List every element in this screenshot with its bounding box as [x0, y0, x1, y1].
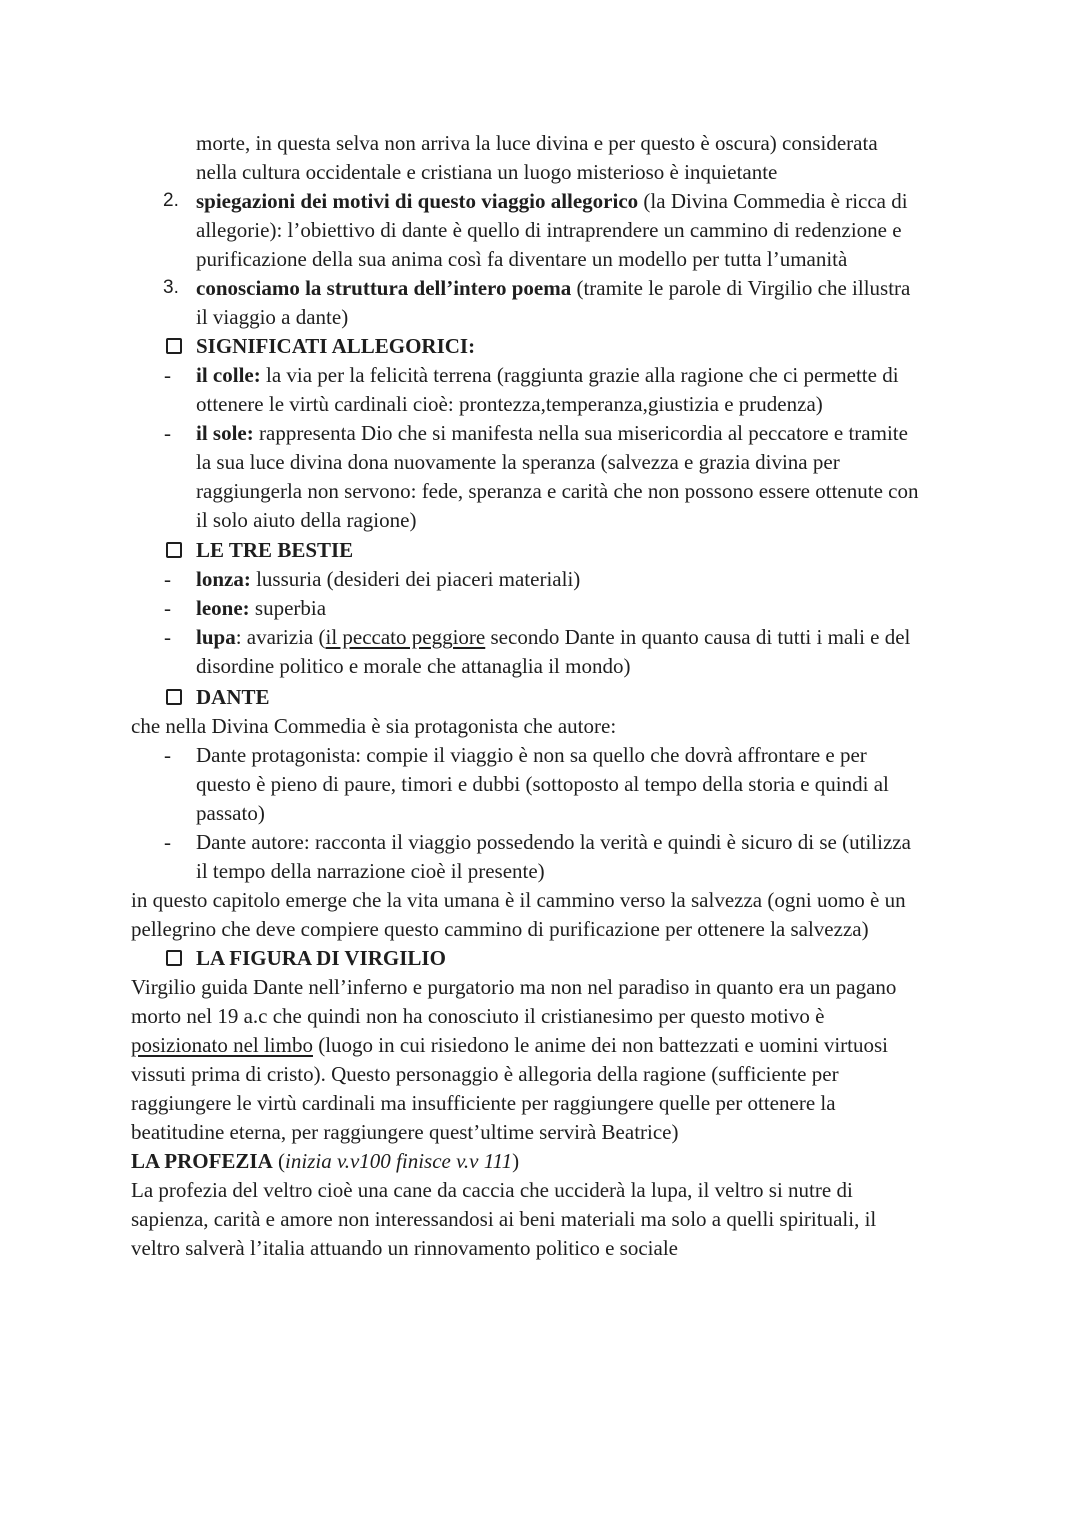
dash-bullet: -	[164, 743, 171, 767]
numbered-item-line	[196, 274, 910, 303]
section-heading	[196, 536, 353, 565]
bullet-line	[196, 361, 899, 390]
section-heading	[196, 332, 475, 361]
item-text: (	[272, 1149, 286, 1173]
underlined-text: il peccato peggiore	[325, 625, 486, 649]
italic-note: inizia v.v100 finisce v.v 111	[285, 1149, 513, 1173]
bullet-line: la sua luce divina dona nuovamente la speranza (salvezza e grazia divina per	[196, 450, 840, 474]
bold-term: conosciamo la struttura dell’intero poema	[196, 276, 572, 300]
numbered-item-line: il viaggio a dante)	[196, 305, 349, 329]
heading-text: SIGNIFICATI ALLEGORICI:	[196, 334, 476, 358]
paragraph-line: morto nel 19 a.c che quindi non ha conosciuto il cristianesimo per questo motivo è	[131, 1004, 825, 1028]
bullet-line: passato)	[196, 801, 265, 825]
item-text: la via per la felicità terrena (raggiunta grazie alla ragione che ci permette di	[260, 363, 899, 387]
bold-term: leone:	[196, 596, 250, 620]
section-heading	[196, 944, 446, 973]
item-text: )	[512, 1149, 520, 1173]
item-text: (luogo in cui risiedono le anime dei non battezzati e uomini virtuosi	[312, 1033, 889, 1057]
bold-term: spiegazioni dei motivi di questo viaggio allegorico	[196, 189, 639, 213]
item-text: lussuria (desideri dei piaceri materiali)	[250, 567, 581, 591]
numbered-item-line: allegorie): l’obiettivo di dante è quello di intraprendere un cammino di redenzione e	[196, 218, 902, 242]
heading-text: LE TRE BESTIE	[196, 538, 354, 562]
item-text: (la Divina Commedia è ricca di	[638, 189, 908, 213]
checkbox-icon[interactable]	[166, 689, 182, 705]
paragraph-line: Virgilio guida Dante nell’inferno e purgatorio ma non nel paradiso in quanto era un pagano	[131, 975, 897, 999]
item-text: rappresenta Dio che si manifesta nella sua misericordia al peccatore e tramite	[253, 421, 908, 445]
heading-text: LA PROFEZIA	[131, 1149, 273, 1173]
bullet-line: Dante autore: racconta il viaggio possedendo la verità e quindi è sicuro di se (utilizza	[196, 830, 911, 854]
bullet-line	[196, 594, 326, 623]
item-text: secondo Dante in quanto causa di tutti i mali e del	[485, 625, 911, 649]
intro-line: nella cultura occidentale e cristiana un luogo misterioso è inquietante	[196, 160, 778, 184]
bullet-line: Dante protagonista: compie il viaggio è non sa quello che dovrà affrontare e per	[196, 743, 867, 767]
bullet-line: raggiungerla non servono: fede, speranza e carità che non possono essere ottenute con	[196, 479, 919, 503]
bold-term: lupa	[196, 625, 236, 649]
bullet-line	[196, 419, 908, 448]
section-heading	[131, 1147, 519, 1176]
dash-bullet: -	[164, 625, 171, 649]
paragraph-line: veltro salverà l’italia attuando un rinnovamento politico e sociale	[131, 1236, 678, 1260]
paragraph-line: raggiungere le virtù cardinali ma insufficiente per raggiungere quelle per ottenere la	[131, 1091, 836, 1115]
bold-term: lonza:	[196, 567, 251, 591]
numbered-item-line: purificazione della sua anima così fa diventare un modello per tutta l’umanità	[196, 247, 848, 271]
item-text: : avarizia (	[235, 625, 326, 649]
paragraph-line	[131, 1031, 888, 1060]
dash-bullet: -	[164, 363, 171, 387]
bullet-line: questo è pieno di paure, timori e dubbi (sottoposto al tempo della storia e quindi al	[196, 772, 889, 796]
heading-text: DANTE	[196, 685, 270, 709]
section-heading	[196, 683, 270, 712]
dash-bullet: -	[164, 830, 171, 854]
paragraph-line: in questo capitolo emerge che la vita umana è il cammino verso la salvezza (ogni uomo è un	[131, 888, 906, 912]
bullet-line	[196, 623, 910, 652]
bullet-line: il solo aiuto della ragione)	[196, 508, 417, 532]
checkbox-icon[interactable]	[166, 338, 182, 354]
bullet-line: il tempo della narrazione cioè il presente)	[196, 859, 545, 883]
bullet-line: disordine politico e morale che attanaglia il mondo)	[196, 654, 631, 678]
item-text: (tramite le parole di Virgilio che illustra	[571, 276, 911, 300]
underlined-text: posizionato nel limbo	[131, 1033, 313, 1057]
item-text: superbia	[249, 596, 327, 620]
bullet-line: ottenere le virtù cardinali cioè: prontezza,temperanza,giustizia e prudenza)	[196, 392, 823, 416]
checkbox-icon[interactable]	[166, 542, 182, 558]
checkbox-icon[interactable]	[166, 950, 182, 966]
paragraph-line: vissuti prima di cristo). Questo personaggio è allegoria della ragione (sufficiente per	[131, 1062, 839, 1086]
bold-term: il sole:	[196, 421, 254, 445]
paragraph-line: pellegrino che deve compiere questo cammino di purificazione per ottenere la salvezza)	[131, 917, 869, 941]
paragraph-line: che nella Divina Commedia è sia protagonista che autore:	[131, 714, 617, 738]
paragraph-line: La profezia del veltro cioè una cane da caccia che ucciderà la lupa, il veltro si nutre di	[131, 1178, 853, 1202]
paragraph-line: beatitudine eterna, per raggiungere quest’ultime servirà Beatrice)	[131, 1120, 679, 1144]
list-number: 2.	[163, 190, 179, 211]
bold-term: il colle:	[196, 363, 261, 387]
numbered-item-line	[196, 187, 908, 216]
dash-bullet: -	[164, 596, 171, 620]
bullet-line	[196, 565, 580, 594]
paragraph-line: sapienza, carità e amore non interessandosi ai beni materiali ma solo a quelli spirituali, il	[131, 1207, 877, 1231]
dash-bullet: -	[164, 567, 171, 591]
intro-line: morte, in questa selva non arriva la luce divina e per questo è oscura) considerata	[196, 131, 878, 155]
heading-text: LA FIGURA DI VIRGILIO	[196, 946, 446, 970]
dash-bullet: -	[164, 421, 171, 445]
list-number: 3.	[163, 277, 179, 298]
